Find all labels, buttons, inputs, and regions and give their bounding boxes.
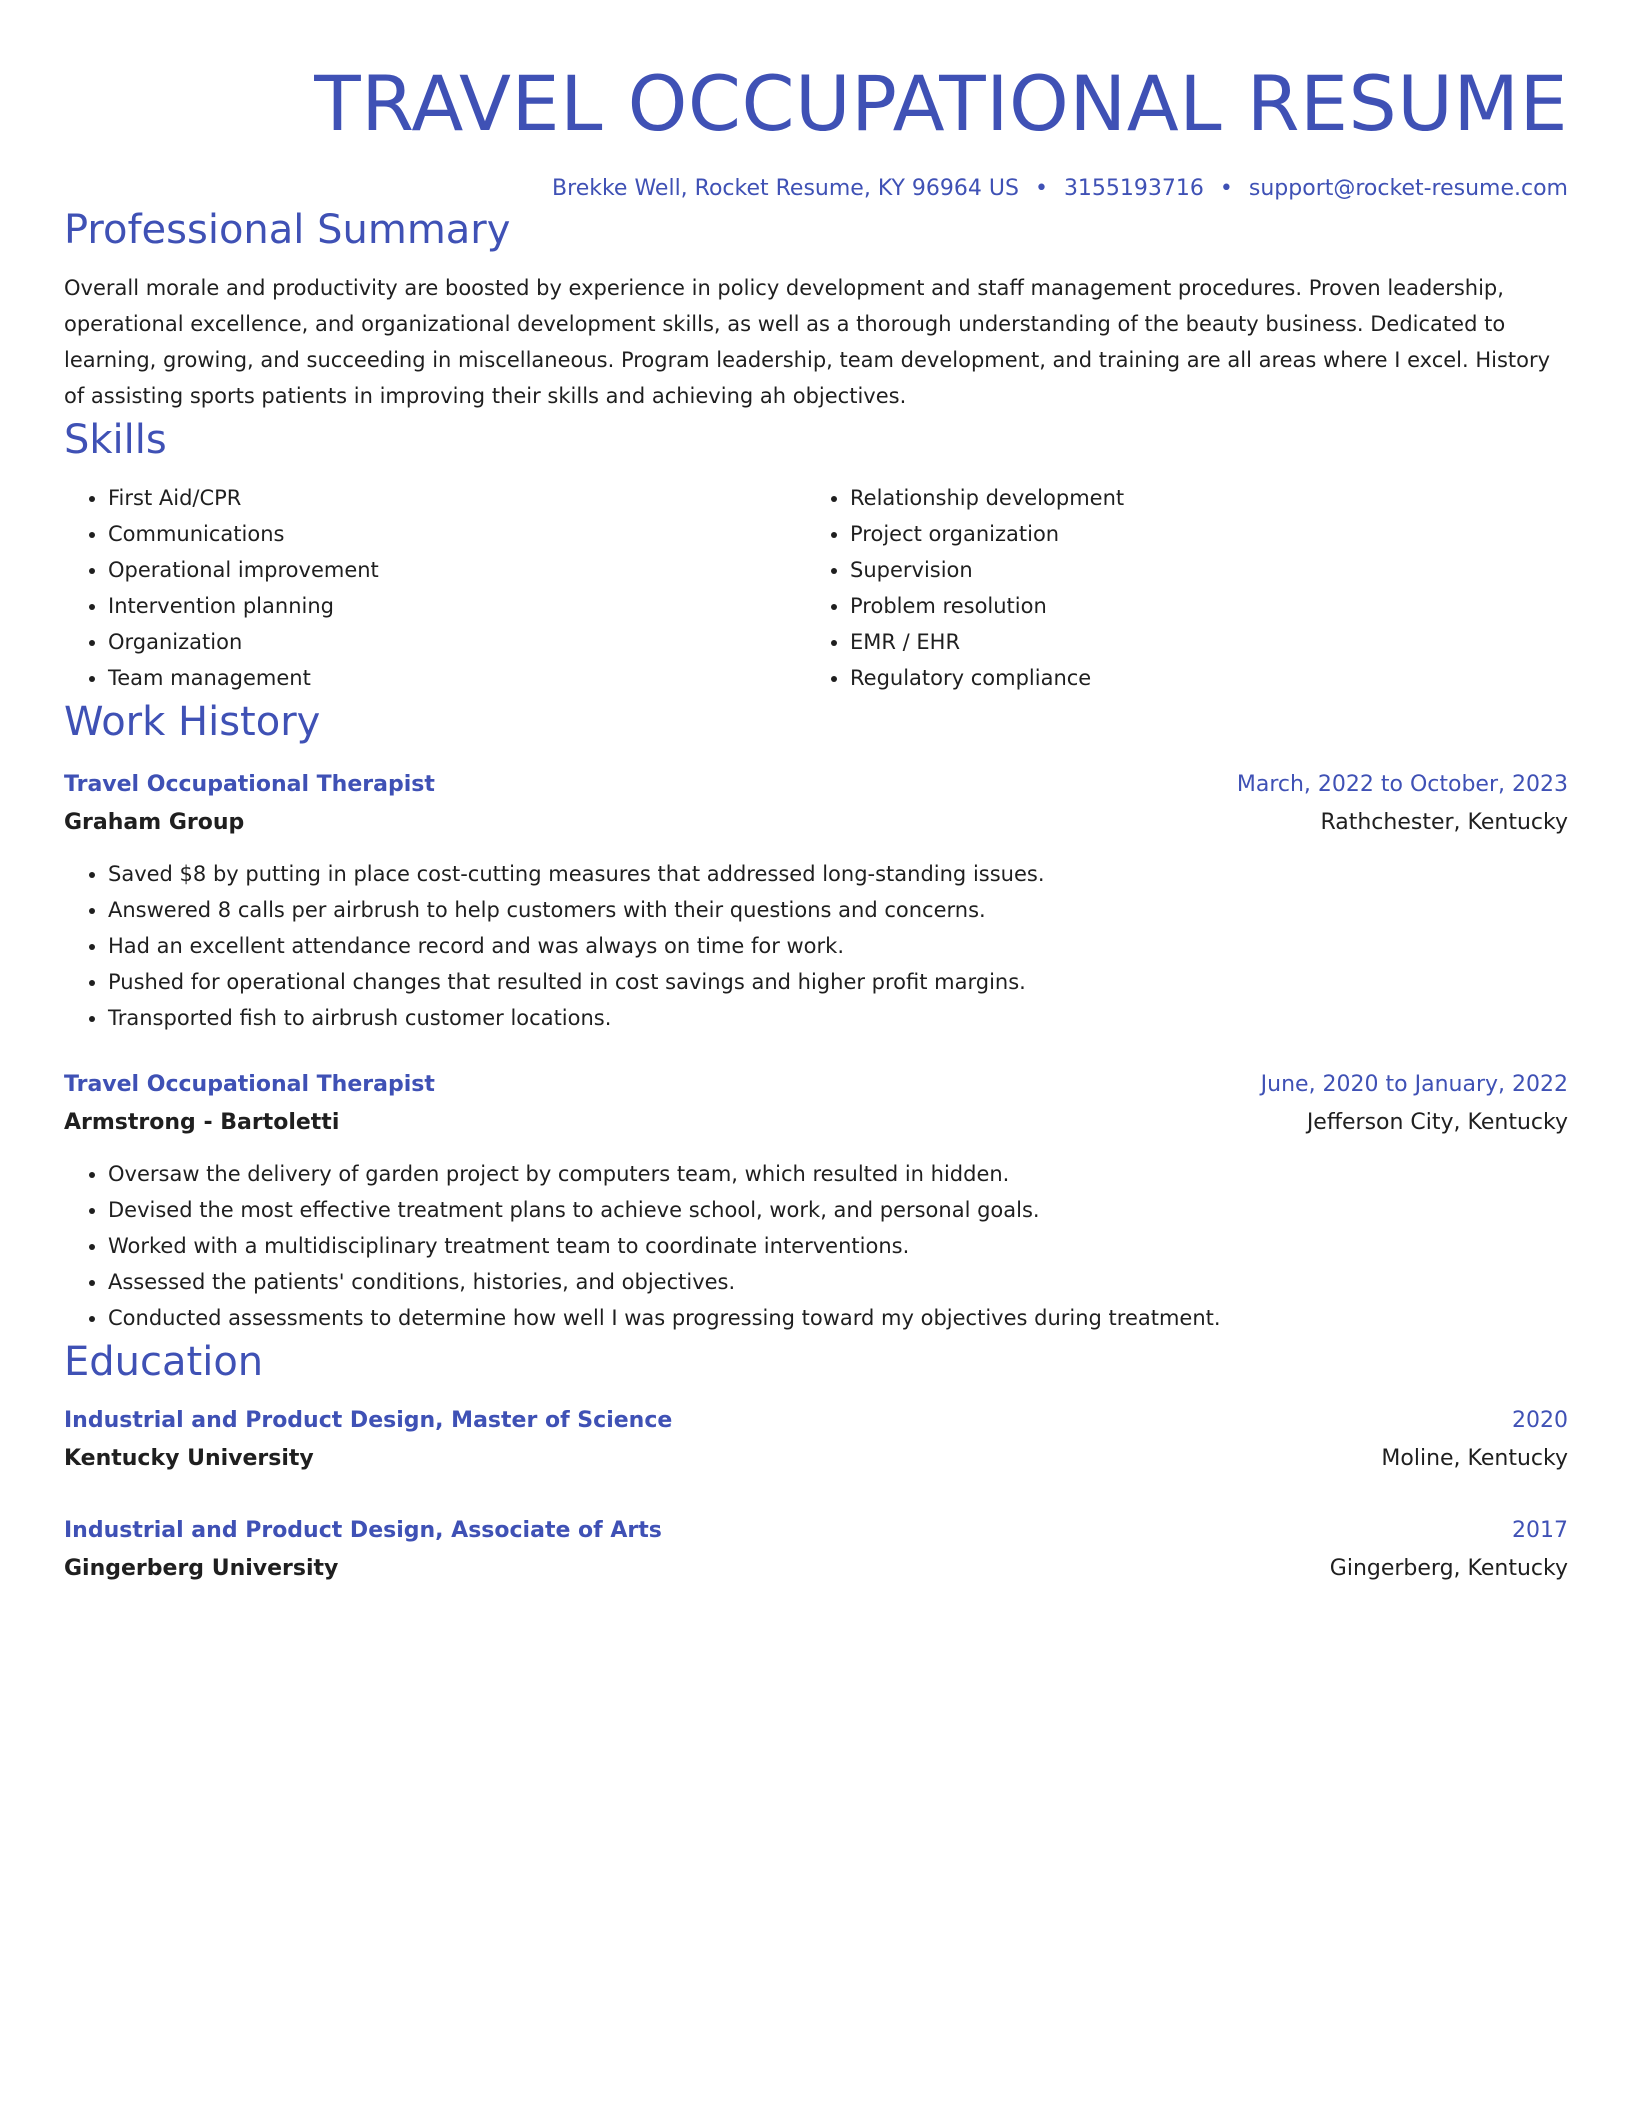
job-subheader xyxy=(64,804,1568,842)
job-bullet: • Oversaw the delivery of garden project by computers team, which resulted in hidden. xyxy=(108,1156,1568,1192)
job-bullet: • Conducted assessments to determine how well I was progressing toward my objectives during treatment. xyxy=(108,1300,1568,1336)
job-bullet: • Transported fish to airbrush customer locations. xyxy=(108,1000,1568,1036)
job-company: Armstrong - Bartoletti xyxy=(64,1110,340,1135)
education-school: Gingerberg University xyxy=(64,1556,339,1581)
summary-text: Overall morale and productivity are boosted by experience in policy development and staff management procedures. Proven leadership, operational excellence, and organizational development skills, as well as a thorough understanding of the beauty business. Dedicated to learning, growing, and succeeding in miscellaneous. Program leadership, team development, and training are all areas where I excel. History of assisting sports patients in improving their skills and achieving ah objectives. xyxy=(64,276,1551,408)
work-history-heading: Work History xyxy=(64,699,321,745)
job-location: Rathchester, Kentucky xyxy=(1320,810,1568,835)
skill-item: • Organization xyxy=(108,624,806,660)
job-header xyxy=(64,766,1568,804)
job-entry xyxy=(64,766,1568,1036)
job-title: Travel Occupational Therapist xyxy=(64,772,435,797)
job-bullet: • Assessed the patients' conditions, histories, and objectives. xyxy=(108,1264,1568,1300)
resume-page xyxy=(64,0,1568,1588)
education-subheader xyxy=(64,1440,1568,1478)
job-subheader xyxy=(64,1104,1568,1142)
job-location: Jefferson City, Kentucky xyxy=(1306,1110,1568,1135)
job-dates: March, 2022 to October, 2023 xyxy=(1236,772,1568,797)
contact-separator: • xyxy=(1034,176,1048,201)
skill-item: • Communications xyxy=(108,516,806,552)
education-subheader xyxy=(64,1550,1568,1588)
job-header xyxy=(64,1066,1568,1104)
summary-heading: Professional Summary xyxy=(64,207,511,253)
contact-separator: • xyxy=(1219,176,1233,201)
education-header xyxy=(64,1512,1568,1550)
job-company: Graham Group xyxy=(64,810,245,835)
job-dates: June, 2020 to January, 2022 xyxy=(1260,1072,1568,1097)
job-bullet: • Saved $8 by putting in place cost-cutting measures that addressed long-standing issues. xyxy=(108,856,1568,892)
skills-heading: Skills xyxy=(64,417,167,463)
job-bullet: • Answered 8 calls per airbrush to help customers with their questions and concerns. xyxy=(108,892,1568,928)
job-bullet: • Pushed for operational changes that resulted in cost savings and higher profit margins. xyxy=(108,964,1568,1000)
skill-item: • Team management xyxy=(108,660,806,696)
education-location: Moline, Kentucky xyxy=(1381,1446,1568,1471)
education-degree: Industrial and Product Design, Master of Science xyxy=(64,1408,673,1433)
skill-item: • Intervention planning xyxy=(108,588,806,624)
job-bullet: • Worked with a multidisciplinary treatment team to coordinate interventions. xyxy=(108,1228,1568,1264)
skill-item: • Operational improvement xyxy=(108,552,806,588)
education-entry xyxy=(64,1402,1568,1478)
job-entry xyxy=(64,1066,1568,1336)
contact-line xyxy=(64,174,1568,204)
contact-phone: 3155193716 xyxy=(1063,176,1204,201)
education-entry xyxy=(64,1512,1568,1588)
resume-title: TRAVEL OCCUPATIONAL RESUME xyxy=(314,59,1568,148)
job-bullets xyxy=(64,1156,1568,1336)
skill-item: • Problem resolution xyxy=(850,588,1548,624)
education-location: Gingerberg, Kentucky xyxy=(1329,1556,1568,1581)
skills-grid xyxy=(64,480,1568,696)
job-bullet: • Had an excellent attendance record and was always on time for work. xyxy=(108,928,1568,964)
education-school: Kentucky University xyxy=(64,1446,314,1471)
skill-item: • First Aid/CPR xyxy=(108,480,806,516)
skill-item: • Relationship development xyxy=(850,480,1548,516)
skill-item: • Supervision xyxy=(850,552,1548,588)
education-header xyxy=(64,1402,1568,1440)
education-heading: Education xyxy=(64,1339,264,1385)
contact-address: Brekke Well, Rocket Resume, KY 96964 US xyxy=(552,176,1019,201)
job-bullet: • Devised the most effective treatment plans to achieve school, work, and personal goals. xyxy=(108,1192,1568,1228)
job-bullets xyxy=(64,856,1568,1036)
contact-email: support@rocket-resume.com xyxy=(1248,176,1568,201)
job-title: Travel Occupational Therapist xyxy=(64,1072,435,1097)
skills-column-left xyxy=(64,480,806,696)
skills-column-right xyxy=(806,480,1548,696)
education-degree: Industrial and Product Design, Associate of Arts xyxy=(64,1518,662,1543)
education-year: 2020 xyxy=(1512,1408,1568,1433)
skill-item: • Regulatory compliance xyxy=(850,660,1548,696)
skill-item: • Project organization xyxy=(850,516,1548,552)
education-year: 2017 xyxy=(1512,1518,1568,1543)
skill-item: • EMR / EHR xyxy=(850,624,1548,660)
